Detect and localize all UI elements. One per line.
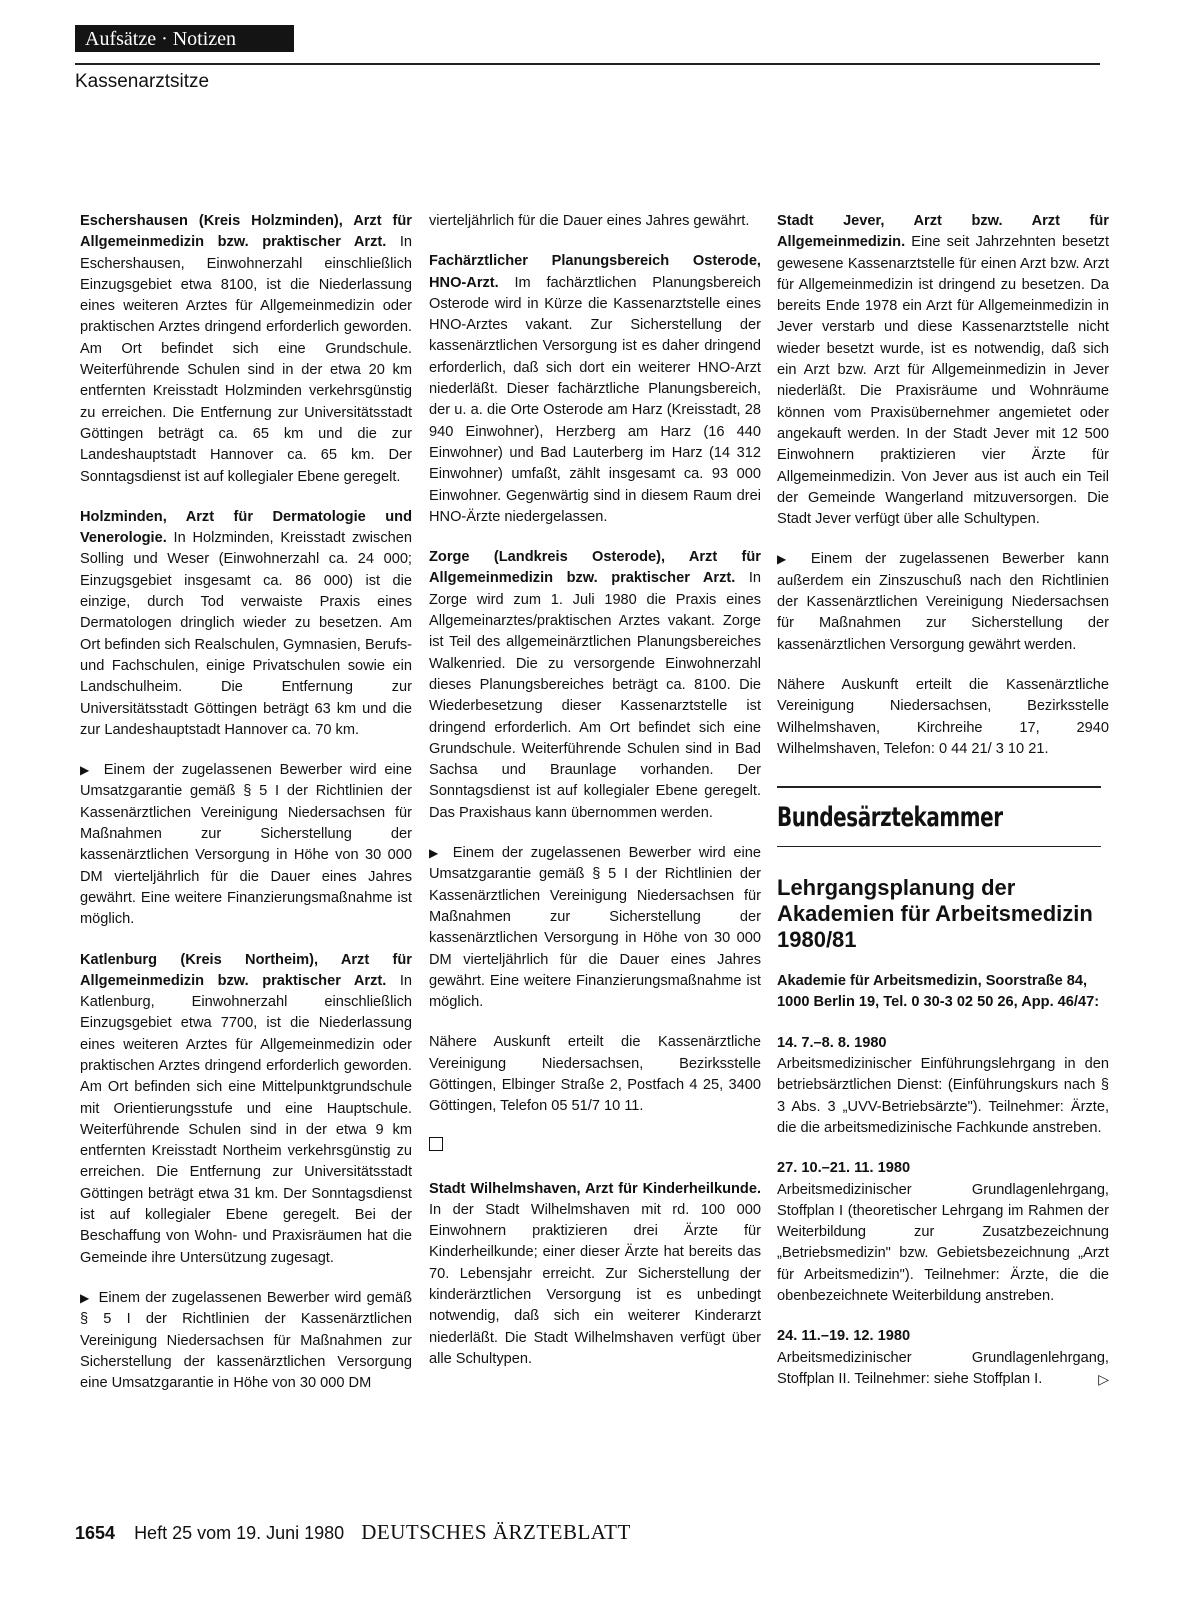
paragraph (80, 211, 412, 488)
paragraph-text: In der Stadt Wilhelmshaven mit rd. 100 000 Einwohnern praktizieren drei Ärzte für Kinderheilkunde; einer dieser Ärzte hat bereits das 70. Lebensjahr erreicht. Zur Sicherstellung der kinderärztlichen Versorgung ist es unbedingt notwendig, daß sich ein weiterer Kinderarzt niederläßt. Die Stadt Wilhelmshaven verfügt über alle Schultypen. (429, 1201, 761, 1367)
bullet-arrow-icon: ▶ (777, 552, 796, 567)
course-entry (777, 1033, 1109, 1139)
paragraph (429, 1032, 761, 1117)
paragraph (777, 211, 1109, 530)
paragraph-text: Im fachärztlichen Planungsbereich Osterode wird in Kürze die Kassenarztstelle eines HNO-Arztes vakant. Zur Sicherstellung der kassenärztlichen Versorgung ist es daher dringend erforderlich, daß sich dort ein weiterer HNO-Arzt niederläßt. Dieser fachärztliche Planungsbereich, der u. a. die Orte Osterode am Harz (Kreisstadt, 28 940 Einwohner), Herzberg am Harz (16 440 Einwohner) und Bad Lauterberg im Harz (14 312 Einwohner) umfaßt, zählt insgesamt ca. 93 000 Einwohner. Gegenwärtig sind in diesem Raum drei HNO-Ärzte niedergelassen. (429, 274, 761, 525)
paragraph-text: In Zorge wird zum 1. Juli 1980 die Praxis eines Allgemeinarztes/praktischen Arztes vakant. Zorge ist Teil des allgemeinärztlichen Planungsbereiches Walkenried. Die zu versorgende Einwohnerzahl dieses Planungsbereiches beträgt ca. 8100. Die Wiederbesetzung dieser Kassenarztstelle ist dringend erforderlich. Am Ort befindet sich eine Grundschule. Weiterführende Schulen sind in Bad Sachsa und Braunlage vorhanden. Der Sonntagsdienst ist auf kollegialer Ebene geregelt. Das Praxishaus kann übernommen werden. (429, 570, 761, 821)
section-rule-bottom (777, 846, 1101, 848)
paragraph (429, 843, 761, 1013)
paragraph (429, 211, 761, 232)
paragraph (80, 507, 412, 741)
continue-arrow-icon: ▷ (1098, 1370, 1109, 1387)
course-entry (777, 1326, 1109, 1390)
paragraph-lead: Katlenburg (Kreis Northeim), Arzt für Allgemeinmedizin bzw. praktischer Arzt. (80, 951, 412, 989)
paragraph-lead: Eschershausen (Kreis Holzminden), Arzt für Allgemeinmedizin bzw. praktischer Arzt. (80, 213, 412, 251)
section-rule-top (777, 786, 1101, 788)
journal-name: DEUTSCHES ÄRZTEBLATT (361, 1520, 631, 1544)
paragraph-lead: Stadt Jever, Arzt bzw. Arzt für Allgemeinmedizin. (777, 213, 1109, 251)
section-separator-box (429, 1137, 443, 1151)
paragraph-text: Einem der zugelassenen Bewerber kann außerdem ein Zinszuschuß nach den Richtlinien der Kassenärztlichen Vereinigung Niedersachsen für Maßnahmen zur Sicherstellung der kassenärztlichen Versorgung gewährt werden. (777, 551, 1109, 653)
paragraph-lead: Stadt Wilhelmshaven, Arzt für Kinderheilkunde. (429, 1180, 761, 1197)
paragraph (429, 1179, 761, 1371)
page-title: Kassenarztsitze (75, 71, 210, 92)
paragraph-lead: Holzminden, Arzt für Dermatologie und Venerologie. (80, 508, 412, 547)
paragraph (777, 549, 1109, 655)
column-1 (80, 211, 412, 1413)
page-number: 1654 (75, 1523, 116, 1543)
paragraph-text: In Katlenburg, Einwohnerzahl einschließlich Einzugsgebiet etwa 7700, ist die Niederlassung eines weiteren Arztes für Allgemeinmedizin oder praktischen Arztes dringend erforderlich geworden. Am Ort befinden sich eine Mittelpunktgrundschule mit Orientierungsstufe und eine Hauptschule. Weiterführende Schulen sind in der etwa 9 km entfernten Kreisstadt Northeim verkehrsgünstig zu erreichen. Die Entfernung zur Universitätsstadt Göttingen beträgt etwa 31 km. Der Sonntagsdienst ist auf kollegialer Ebene geregelt. Bei der Beschaffung von Wohn- und Praxisräumen hat die Gemeinde ihre Untersützung zugesagt. (80, 972, 412, 1266)
issue-info: Heft 25 vom 19. Juni 1980 (134, 1523, 345, 1543)
paragraph (777, 675, 1109, 760)
column-3 (777, 211, 1109, 1409)
article-headline: Lehrgangsplanung der Akademien für Arbeitsmedizin 1980/81 (777, 875, 1093, 953)
paragraph-text: Eine seit Jahrzehnten besetzt gewesene Kassenarztstelle für einen Arzt bzw. Arzt für Allgemeinmedizin ist dringend zu besetzen. Da bereits Ende 1978 ein Arzt für Allgemeinmedizin in Jever verstarb und diese Kassenarztstelle nicht wieder besetzt wurde, ist es notwendig, daß sich ein Arzt bzw. Arzt für Allgemeinmedizin in Jever niederläßt. Die Praxisräume und Wohnräume können vom Praxisübernehmer angemietet oder angekauft werden. In der Stadt Jever mit 12 500 Einwohnern praktizieren vier Ärzte für Allgemeinmedizin. Von Jever aus ist auch ein Teil der Gemeinde Wangerland mitzuversorgen. Die Stadt Jever verfügt über alle Schultypen. (777, 234, 1109, 528)
course-description: Arbeitsmedizinischer Grundlagenlehrgang, Stoffplan II. Teilnehmer: siehe Stoffplan I. (777, 1349, 1109, 1387)
academy-address: Akademie für Arbeitsmedizin, Soorstraße 84, 1000 Berlin 19, Tel. 0 30-3 02 50 26, App. 46/47: (777, 973, 1100, 1011)
bullet-arrow-icon: ▶ (80, 763, 93, 778)
course-description: Arbeitsmedizinischer Grundlagenlehrgang, Stoffplan I (theoretischer Lehrgang im Rahmen der Weiterbildung zur Zusatzbezeichnung „Betriebsmedizin" bzw. Gebietsbezeichnung „Arzt für Arbeitsmedizin"). Teilnehmer: Ärzte, die die obenbezeichnete Weiterbildung anstreben. (777, 1181, 1109, 1304)
paragraph (429, 251, 761, 528)
bullet-arrow-icon: ▶ (80, 1290, 91, 1305)
paragraph (80, 950, 412, 1269)
paragraph (80, 760, 412, 930)
paragraph-text: Einem der zugelassenen Bewerber wird eine Umsatzgarantie gemäß § 5 I der Richtlinien der Kassenärztlichen Vereinigung Niedersachsen für Maßnahmen zur Sicherstellung der kassenärztlichen Versorgung in Höhe von 30 000 DM vierteljährlich für die Dauer eines Jahres gewährt. Eine weitere Finanzierungsmaßnahme ist möglich. (80, 762, 412, 928)
course-date: 27. 10.–21. 11. 1980 (777, 1160, 911, 1177)
paragraph-text: vierteljährlich für die Dauer eines Jahres gewährt. (429, 213, 750, 229)
course-description: Arbeitsmedizinischer Einführungslehrgang in den betriebsärztlichen Dienst: (Einführungskurs nach § 3 Abs. 3 „UVV-Betriebsärzte"). Teilnehmer: Ärzte, die die arbeitsmedizinische Fachkunde anstreben. (777, 1056, 1109, 1136)
section-tag: Aufsätze · Notizen (75, 25, 294, 52)
paragraph-text: Einem der zugelassenen Bewerber wird eine Umsatzgarantie gemäß § 5 I der Richtlinien der Kassenärztlichen Vereinigung Niedersachsen für Maßnahmen zur Sicherstellung der kassenärztlichen Versorgung in Höhe von 30 000 DM vierteljährlich für die Dauer eines Jahres gewährt. Eine weitere Finanzierungsmaßnahme ist möglich. (429, 845, 761, 1011)
paragraph-lead: Zorge (Landkreis Osterode), Arzt für Allgemeinmedizin bzw. praktischer Arzt. (429, 549, 761, 587)
paragraph-lead: Fachärztlicher Planungsbereich Osterode, HNO-Arzt. (429, 253, 761, 291)
page-footer (75, 1520, 631, 1545)
paragraph (80, 1288, 412, 1394)
course-date: 24. 11.–19. 12. 1980 (777, 1328, 911, 1345)
section-heading-bundesaerztekammer: Bundesärztekammer (777, 801, 1003, 833)
paragraph-text: Einem der zugelassenen Bewerber wird gemäß § 5 I der Richtlinien der Kassenärztlichen Vereinigung Niedersachsen für Maßnahmen zur Sicherstellung der kassenärztlichen Versorgung eine Umsatzgarantie in Höhe von 30 000 DM (80, 1289, 412, 1392)
paragraph (429, 547, 761, 824)
paragraph-text: Nähere Auskunft erteilt die Kassenärztliche Vereinigung Niedersachsen, Bezirksstelle Göttingen, Elbinger Straße 2, Postfach 4 25, 3400 Göttingen, Telefon 05 51/7 10 11. (429, 1034, 761, 1115)
paragraph-text: In Holzminden, Kreisstadt zwischen Solling und Weser (Einwohnerzahl ca. 24 000; Einzugsgebiet insgesamt ca. 86 000) ist die einzige, durch Tod verwaiste Praxis eines Dermatologen dringlich wieder zu besetzen. Am Ort befinden sich Realschulen, Gymnasien, Berufs- und Fachschulen, einige Privatschulen sowie ein Landschulheim. Die Entfernung zur Universitätsstadt Göttingen beträgt 63 km und die zur Landeshauptstadt Hannover ca. 70 km. (80, 530, 412, 738)
column-2 (429, 211, 761, 1389)
paragraph-text: Nähere Auskunft erteilt die Kassenärztliche Vereinigung Niedersachsen, Bezirksstelle Wilhelmshaven, Kirchreihe 17, 2940 Wilhelmshaven, Telefon: 0 44 21/ 3 10 21. (777, 676, 1109, 757)
paragraph-text: In Eschershausen, Einwohnerzahl einschließlich Einzugsgebiet etwa 8100, ist die Niederlassung eines weiteren Arztes für Allgemeinmedizin oder praktischen Arztes dringend erforderlich geworden. Am Ort befindet sich eine Grundschule. Weiterführende Schulen sind in der etwa 20 km entfernten Kreisstadt Holzminden verkehrsgünstig zu erreichen. Die Entfernung zur Universitätsstadt Göttingen beträgt ca. 65 km und die zur Landeshauptstadt Hannover ca. 65 km. Der Sonntagsdienst ist auf kollegialer Ebene geregelt. (80, 234, 412, 485)
bullet-arrow-icon: ▶ (429, 846, 442, 861)
course-date: 14. 7.–8. 8. 1980 (777, 1034, 887, 1051)
course-entry (777, 1158, 1109, 1307)
header-rule (75, 63, 1100, 65)
